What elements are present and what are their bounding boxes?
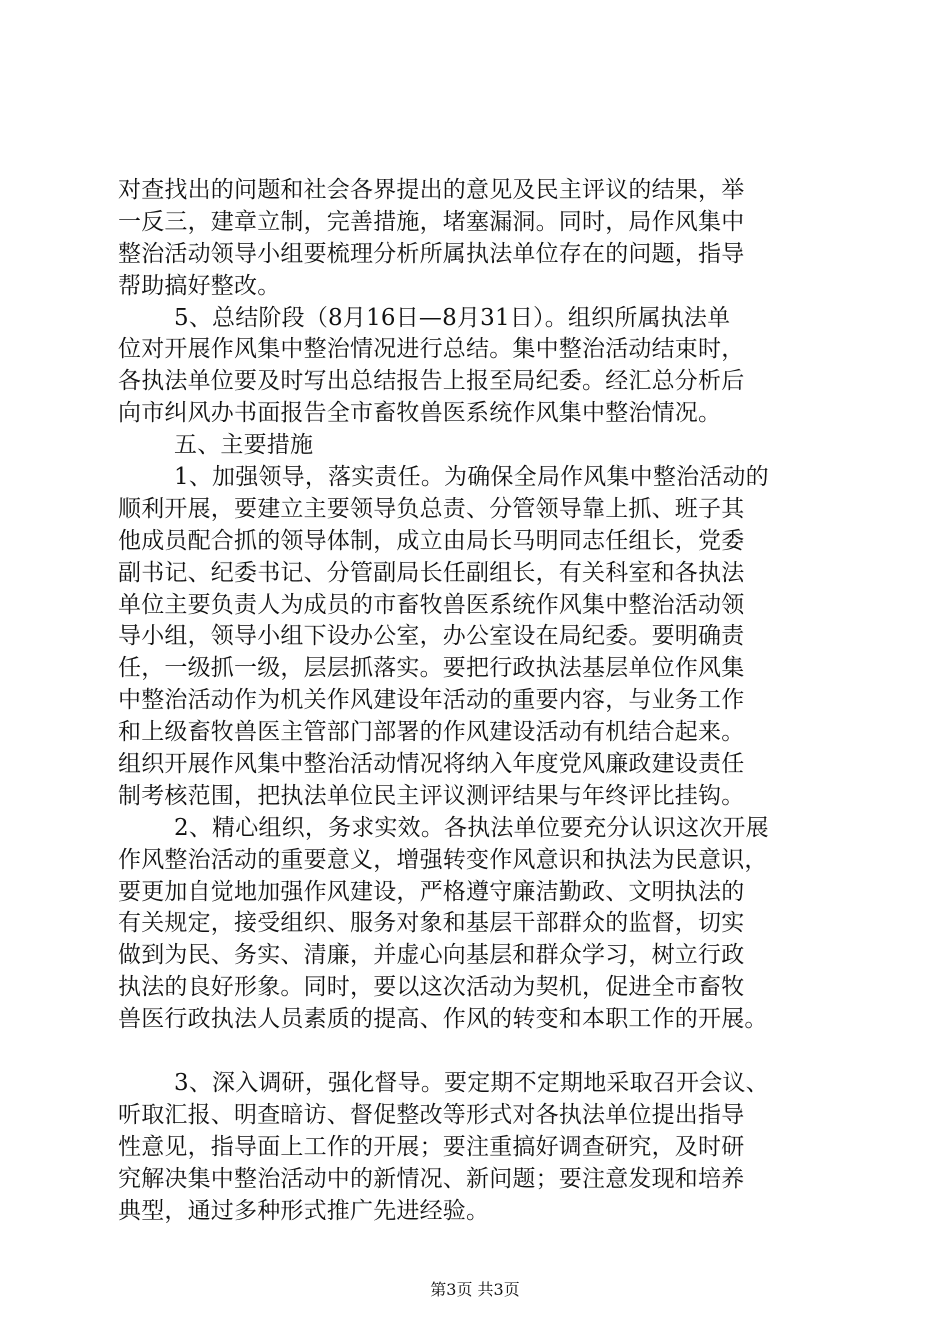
- section-heading: 五、主要措施: [174, 432, 314, 459]
- text-line: 究解决集中整治活动中的新情况、新问题；要注意发现和培养: [118, 1165, 745, 1192]
- text-line: 要更加自觉地加强作风建设，严格遵守廉洁勤政、文明执法的: [118, 878, 745, 905]
- text-line: 帮助搞好整改。: [118, 272, 281, 299]
- text-line: 他成员配合抓的领导体制，成立由局长马明同志任组长，党委: [118, 527, 745, 554]
- text-line: 整治活动领导小组要梳理分析所属执法单位存在的问题，指导: [118, 240, 745, 267]
- text-line: 做到为民、务实、清廉，并虚心向基层和群众学习，树立行政: [118, 942, 745, 969]
- text-line: 任，一级抓一级，层层抓落实。要把行政执法基层单位作风集: [118, 655, 745, 682]
- paragraph-start-line: 2、精心组织，务求实效。各执法单位要充分认识这次开展: [174, 814, 769, 841]
- text-line: 一反三，建章立制，完善措施，堵塞漏洞。同时，局作风集中: [118, 208, 745, 235]
- text-line: 位对开展作风集中整治情况进行总结。集中整治活动结束时，: [118, 336, 745, 363]
- document-body: [118, 175, 840, 1227]
- text-line: 兽医行政执法人员素质的提高、作风的转变和本职工作的开展。: [118, 1006, 768, 1033]
- paragraph-start-line: 3、深入调研，强化督导。要定期不定期地采取召开会议、: [174, 1069, 769, 1096]
- text-line: 单位主要负责人为成员的市畜牧兽医系统作风集中整治活动领: [118, 591, 745, 618]
- text-line: 顺利开展，要建立主要领导负总责、分管领导靠上抓、班子其: [118, 495, 745, 522]
- text-line: 有关规定，接受组织、服务对象和基层干部群众的监督，切实: [118, 910, 745, 937]
- text-line: 向市纠风办书面报告全市畜牧兽医系统作风集中整治情况。: [118, 400, 722, 427]
- text-line: 制考核范围，把执法单位民主评议测评结果与年终评比挂钩。: [118, 782, 745, 809]
- text-line: 中整治活动作为机关作风建设年活动的重要内容，与业务工作: [118, 687, 745, 714]
- paragraph-start-line: 1、加强领导，落实责任。为确保全局作风集中整治活动的: [174, 464, 769, 491]
- text-line: 作风整治活动的重要意义，增强转变作风意识和执法为民意识，: [118, 846, 768, 873]
- blank-line: [118, 1036, 840, 1068]
- text-line: 导小组，领导小组下设办公室，办公室设在局纪委。要明确责: [118, 623, 745, 650]
- text-line: 和上级畜牧兽医主管部门部署的作风建设活动有机结合起来。: [118, 719, 745, 746]
- text-line: 对查找出的问题和社会各界提出的意见及民主评议的结果，举: [118, 177, 745, 203]
- text-line: 副书记、纪委书记、分管副局长任副组长，有关科室和各执法: [118, 559, 745, 586]
- text-line: 执法的良好形象。同时，要以这次活动为契机，促进全市畜牧: [118, 974, 745, 1001]
- text-line: 性意见，指导面上工作的开展；要注重搞好调查研究，及时研: [118, 1133, 745, 1160]
- text-line: 典型，通过多种形式推广先进经验。: [118, 1197, 490, 1224]
- text-line: 各执法单位要及时写出总结报告上报至局纪委。经汇总分析后: [118, 368, 745, 395]
- page-footer: 第3页 共3页: [430, 1280, 520, 1299]
- paragraph-start-line: 5、总结阶段（8月16日—8月31日）。组织所属执法单: [174, 304, 731, 331]
- text-line: 组织开展作风集中整治活动情况将纳入年度党风廉政建设责任: [118, 751, 745, 778]
- text-line: 听取汇报、明查暗访、督促整改等形式对各执法单位提出指导: [118, 1101, 745, 1128]
